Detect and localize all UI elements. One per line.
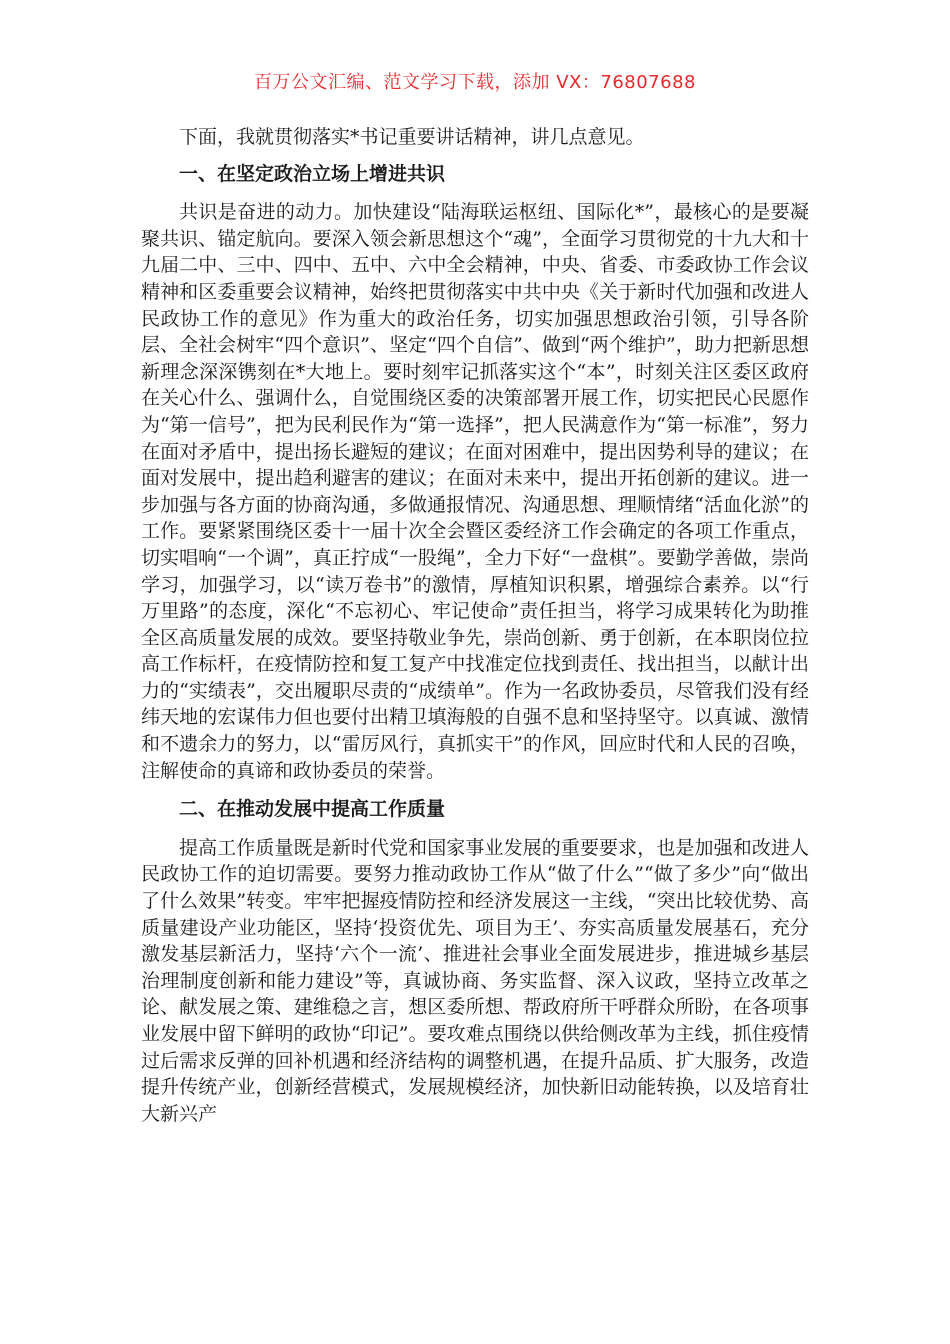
- section-2-paragraph: 提高工作质量既是新时代党和国家事业发展的重要要求，也是加强和改进人民政协工作的迫切需要。要努力推动政协工作从“做了什么”“做了多少”向“做出了什么效果”转变。牢牢把握疫情防控和经济发展这一主线，“突出比较优势、高质量建设产业功能区，坚持‘投资优先、项目为王’、夯实高质量发展基石，充分激发基层新活力，坚持‘六个一流’、推进社会事业全面发展进步，推进城乡基层治理制度创新和能力建设”等，真诚协商、务实监督、深入议政，坚持立改革之论、献发展之策、建维稳之言，想区委所想、帮政府所干呼群众所盼，在各项事业发展中留下鲜明的政协“印记”。要攻难点围绕以供给侧改革为主线，抓住疫情过后需求反弹的回补机遇和经济结构的调整机遇，在提升品质、扩大服务，改造提升传统产业，创新经营模式，发展规模经济，加快新旧动能转换，以及培育壮大新兴产: [141, 836, 809, 1125]
- intro-paragraph: 下面，我就贯彻落实*书记重要讲话精神，讲几点意见。: [179, 126, 645, 148]
- spacer: [141, 784, 809, 796]
- watermark-banner: 百万公文汇编、范文学习下载，添加 VX：76807688: [254, 72, 696, 93]
- spacer: [141, 823, 809, 835]
- document-body: [141, 124, 809, 1127]
- spacer: [141, 187, 809, 199]
- spacer: [141, 151, 809, 161]
- section-1-heading: 一、在坚定政治立场上增进共识: [179, 162, 446, 185]
- section-1-paragraph: 共识是奋进的动力。加快建设“陆海联运枢纽、国际化*”，最核心的是要凝聚共识、锚定航向。要深入领会新思想这个“魂”，全面学习贯彻党的十九大和十九届二中、三中、四中、五中、六中全会精神，中央、省委、市委政协工作会议精神和区委重要会议精神，始终把贯彻落实中共中央《关于新时代加强和改进人民政协工作的意见》作为重大的政治任务，切实加强思想政治引领，引导各阶层、全社会树牢“四个意识”、坚定“四个自信”、做到“两个维护”，助力把新思想新理念深深镌刻在*大地上。要时刻牢记抓落实这个“本”，时刻关注区委区政府在关心什么、强调什么，自觉围绕区委的决策部署开展工作，切实把民心民愿作为“第一信号”，把为民利民作为“第一选择”，把人民满意作为“第一标准”，努力在面对矛盾中，提出扬长避短的建议；在面对困难中，提出因势利导的建议；在面对发展中，提出趋利避害的建议；在面对未来中，提出开拓创新的建议。进一步加强与各方面的协商沟通，多做通报情况、沟通思想、理顺情绪“活血化淤”的工作。要紧紧围绕区委十一届十次全会暨区委经济工作会确定的各项工作重点，切实唱响“一个调”，真正拧成“一股绳”，全力下好“一盘棋”。要勤学善做，崇尚学习，加强学习，以“读万卷书”的激情，厚植知识积累，增强综合素养。以“行万里路”的态度，深化“不忘初心、牢记使命”责任担当，将学习成果转化为助推全区高质量发展的成效。要坚持敬业争先，崇尚创新、勇于创新，在本职岗位拉高工作标杆，在疫情防控和复工复产中找准定位找到责任、找出担当，以献计出力的“实绩表”，交出履职尽责的“成绩单”。作为一名政协委员，尽管我们没有经纬天地的宏谋伟力但也要付出精卫填海般的自强不息和坚持坚守。以真诚、激情和不遗余力的努力，以“雷厉风行，真抓实干”的作风，回应时代和人民的召唤，注解使命的真谛和政协委员的荣誉。: [141, 201, 809, 782]
- section-2-heading: 二、在推动发展中提高工作质量: [179, 798, 446, 821]
